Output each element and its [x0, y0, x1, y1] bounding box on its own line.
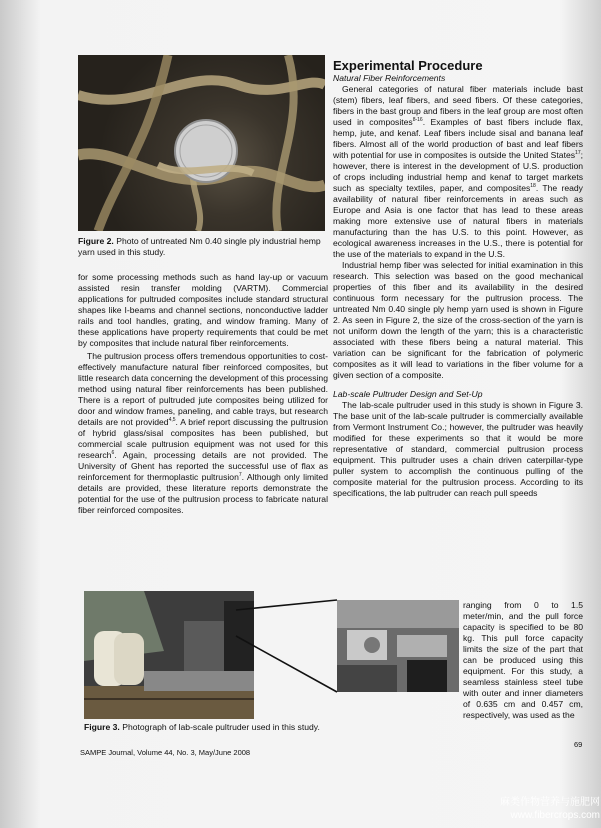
subsection-heading: Natural Fiber Reinforcements [333, 73, 446, 83]
paragraph: The lab-scale pultruder used in this study is shown in Figure 3. The base unit of the lab-scale pultruder is commercially available from Vermont Instrument Co.; however, the pultruder was heavily modified for these experiments so that it would be more representative of standard, commercial pultrusion process equipment. This pultruder uses a chain driven caterpillar-type puller system to accomplish the continuous pulling of the composite material for the pultrusion process. According to its specifications, the lab pultruder can reach pull speeds [333, 400, 583, 498]
section-heading: Experimental Procedure [333, 58, 483, 73]
paragraph: Industrial hemp fiber was selected for initial examination in this research. This selection was based on the good mechanical properties of this fiber and its availability in the desired continuous form necessary for the pultrusion process. The untreated Nm 0.40 single ply hemp yarn used is shown in Figure 2. As seen in Figure 2, the size of the cross-section of the yarn is not uniform down the length of the yarn; this is a characteristic associated with these fibers being a natural material. This variation can be significant for the fabrication of polymeric composites as it will lead to variations in the fiber volume for a given section of a composite. [333, 260, 583, 380]
paragraph: for some processing methods such as hand lay-up or vacuum assisted resin transfer molding (VARTM). Commercial applications for pultruded composites include standard structural shapes like I-beams and channel sections, nonconductive ladder rails and tool handles, grating, and window framing. Many of these applications have property requirements that could be met by composites that include natural fiber reinforcements. [78, 272, 328, 348]
paragraph: The pultrusion process offers tremendous opportunities to cost-effectively manufacture natural fiber reinforced composites, but little research data concerning the development of this processing method using natural fiber reinforcements has been published. There is a report of pultruded jute composites being utilized for door and window frames, paneling, and cable trays, but research details are not provided$^{4,5}$. A brief report discussing the pultrusion of hybrid glass/sisal composites has been published, but commercial scale pultrusion equipment was not used for this research$^6$. Again, processing details are not provided. The University of Ghent has reported the successful use of flax as reinforcement for thermoplastic pultrusion$^7$. Although only limited details are provided, these literature reports demonstrate the potential for the use of the pultrusion process to fabricate natural fiber reinforced composites. [78, 351, 328, 515]
paragraph: ranging from 0 to 1.5 meter/min, and the pull force capacity is specified to be 80 kg. This pull force capacity limits the size of the part that can be produced using this equipment. For this study, a seamless stainless steel tube with outer and inner diameters of 0.635 cm and 0.457 cm, respectively, was used as the [463, 600, 583, 720]
site-watermark: 麻类作物营养与施肥网 www.fibercrops.com [500, 797, 600, 821]
journal-footer: SAMPE Journal, Volume 44, No. 3, May/June 2008 [80, 748, 251, 757]
figure-3-caption: Figure 3. Photograph of lab-scale pultruder used in this study. [84, 722, 320, 732]
page-number: 69 [574, 740, 583, 749]
subsection-heading: Lab-scale Pultruder Design and Set-Up [333, 389, 483, 399]
paragraph: General categories of natural fiber materials include bast (stem) fibers, leaf fibers, and seed fibers. Of these categories, fibers in the bast group and fibers in the leaf group are most often used in composites$^{8-16}$. Examples of bast fibers include flax, hemp, jute, and kenaf. Leaf fibers include sisal and banana leaf fibers. Almost all of the world production of bast and leaf fibers with potential for use in composites is outside the United States$^{17}$; however, there is interest in the development of U.S. production of crops including industrial hemp and kenaf to target markets such as specialty textiles, paper, and composites$^{18}$. The ready availability of natural fiber reinforcements in areas such as Europe and Asia is one factor that has lead to these areas making more extensive use of natural fibers in materials manufacturing than the has U.S. to this point. However, as ecological awareness increases in the U.S., there is potential for the use of the materials to expand in the U.S. [333, 84, 583, 259]
figure-2-caption: Figure 2. Photo of untreated Nm 0.40 single ply industrial hemp yarn used in this study. [78, 236, 321, 257]
right-column-continuation [463, 600, 583, 721]
